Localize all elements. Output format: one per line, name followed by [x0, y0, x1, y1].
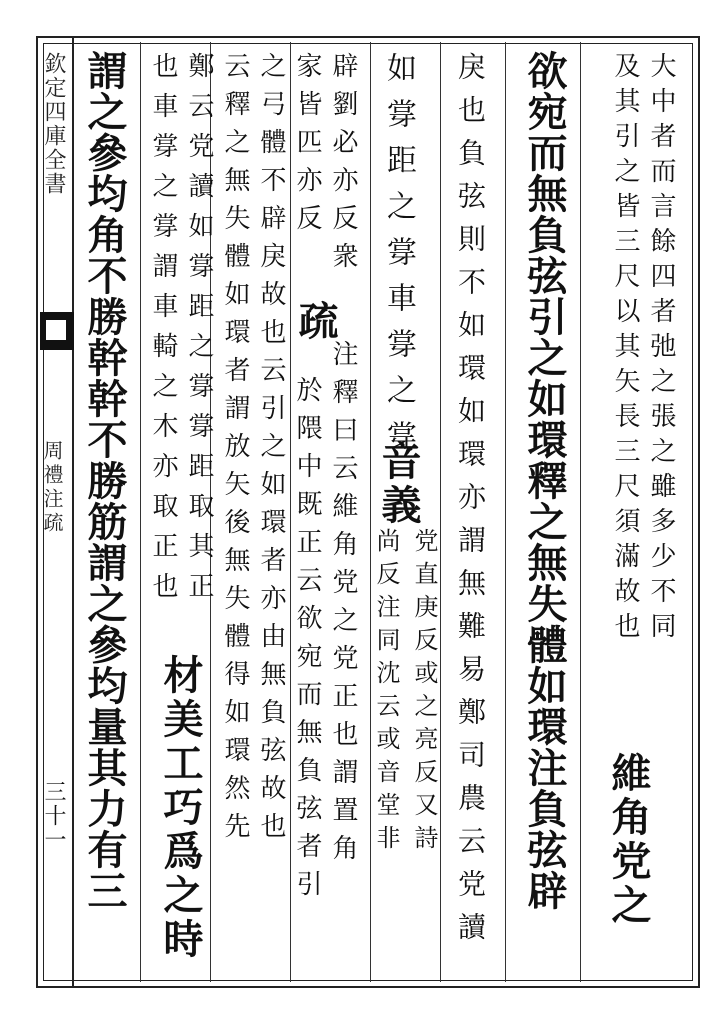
- text-column-sub: 注釋曰云維角党之党正也謂置角: [328, 340, 358, 872]
- text-column-sub: 尚反注同沈云或音堂非: [372, 528, 400, 858]
- margin-book-title: 周禮注疏: [40, 440, 64, 536]
- margin-title: 欽定四庫全書: [41, 52, 66, 196]
- column-rule: [440, 42, 441, 982]
- text-column-large: 維角党之: [605, 752, 652, 928]
- text-column-large: 材美工巧爲之時: [157, 654, 204, 962]
- text-column-sub: 鄭云党讀如牚距之牚牚距取其正: [184, 52, 214, 612]
- column-rule: [580, 42, 581, 982]
- text-column-large: 音義: [375, 440, 422, 528]
- column-rule: [140, 42, 141, 982]
- text-column-sub: 之弓體不辟戾故也云引之如環者亦由無負弦故也: [256, 52, 286, 850]
- text-column-large: 謂之參均角不勝幹幹不勝筋謂之參均量其力有三: [81, 50, 128, 911]
- text-column: 大中者而言餘四者弛之張之雖多少不同: [646, 52, 676, 647]
- text-column-sub: 也車牚之牚謂車輢之木亦取正也: [148, 52, 178, 612]
- column-rule: [505, 42, 506, 982]
- page-frame: [36, 36, 700, 988]
- text-column: 戾也負弦則不如環如環亦謂無難易鄭司農云党讀: [454, 52, 487, 955]
- page-number: 三十一: [41, 780, 66, 852]
- text-column-sub: 家皆匹亦反: [292, 52, 322, 242]
- text-column-sub: 云釋之無失體如環者謂放矢後無失體得如環然先: [220, 52, 250, 850]
- fishtail-mark-icon: [40, 312, 74, 350]
- column-rule: [370, 42, 371, 982]
- column-rule: [290, 42, 291, 982]
- text-column: 及其引之皆三尺以其矢長三尺須滿故也: [610, 52, 640, 647]
- text-column-large: 欲宛而無負弦引之如環釋之無失體如環注負弦辟: [521, 50, 568, 911]
- text-column-sub: 於隈中既正云欲宛而無負弦者引: [292, 376, 322, 908]
- text-column-sub: 党直庚反或之亮反又詩: [410, 528, 438, 858]
- text-column-sub: 辟劉必亦反衆: [328, 52, 358, 280]
- text-column-large: 疏: [292, 300, 339, 344]
- text-column: 如牚距之牚車牚之牚: [381, 52, 416, 466]
